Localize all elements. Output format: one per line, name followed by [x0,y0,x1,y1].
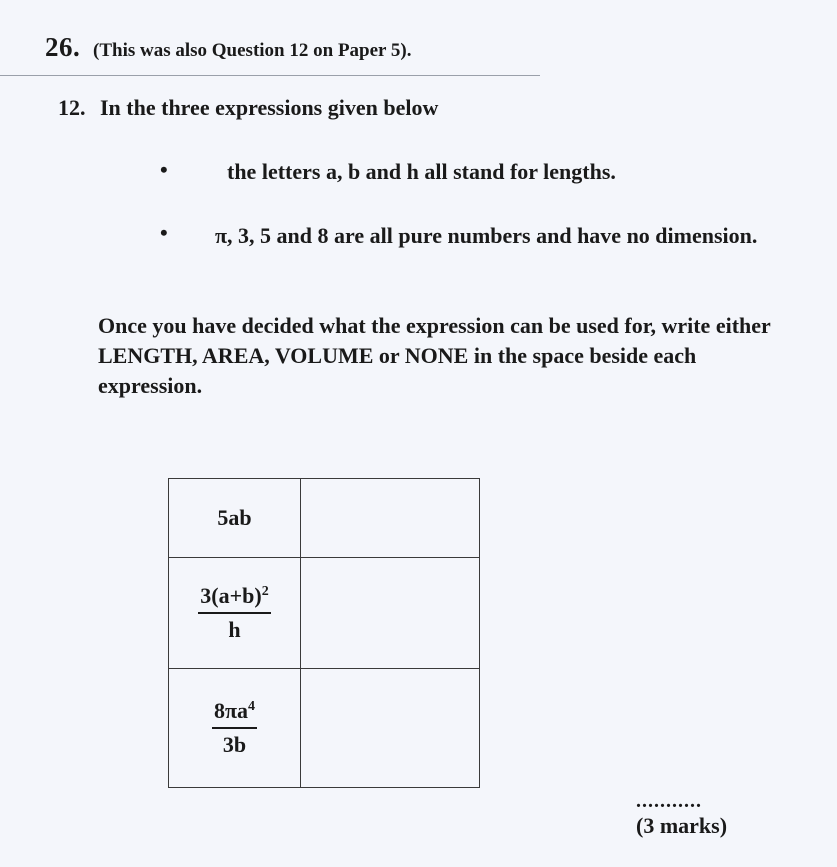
bullet-point-icon: • [160,157,168,182]
bullet-text: π, 3, 5 and 8 are all pure numbers and have no dimension. [215,223,758,248]
table-row [169,669,480,788]
expressions-table [168,478,480,788]
numerator-exponent: 2 [261,584,269,599]
fraction-denominator: h [228,617,241,642]
subquestion-number: 12. [58,95,86,120]
question-note: (This was also Question 12 on Paper 5). [93,40,412,61]
numerator-exponent: 4 [248,699,256,714]
bullet-point-icon: • [160,220,168,245]
answer-dotted-line: ........... [636,790,702,812]
expression-cell [169,558,301,669]
table-row [169,479,480,558]
expression-fraction [212,697,257,759]
expression-cell [169,479,301,558]
expression-fraction [198,582,270,644]
numerator-base: 3(a+b) [200,583,262,608]
expression-cell [169,669,301,788]
marks-label: (3 marks) [636,813,728,838]
question-number: 26. [45,32,81,62]
fraction-numerator [212,697,257,729]
numerator-base: 8πa [213,698,249,723]
fraction-numerator [198,582,270,614]
answer-cell[interactable] [301,558,480,669]
fraction-denominator: 3b [222,732,247,757]
subquestion-intro: In the three expressions given below [100,95,439,120]
divider-line [0,75,540,76]
answer-cell[interactable] [301,669,480,788]
table-row [169,558,480,669]
answer-cell[interactable] [301,479,480,558]
expression-5ab: 5ab [217,505,252,530]
instructions-paragraph: Once you have decided what the expression can be used for, write either LENGTH, AREA, VOLUME or NONE in the space beside each expression. [98,313,771,398]
bullet-text: the letters a, b and h all stand for lengths. [227,159,616,184]
